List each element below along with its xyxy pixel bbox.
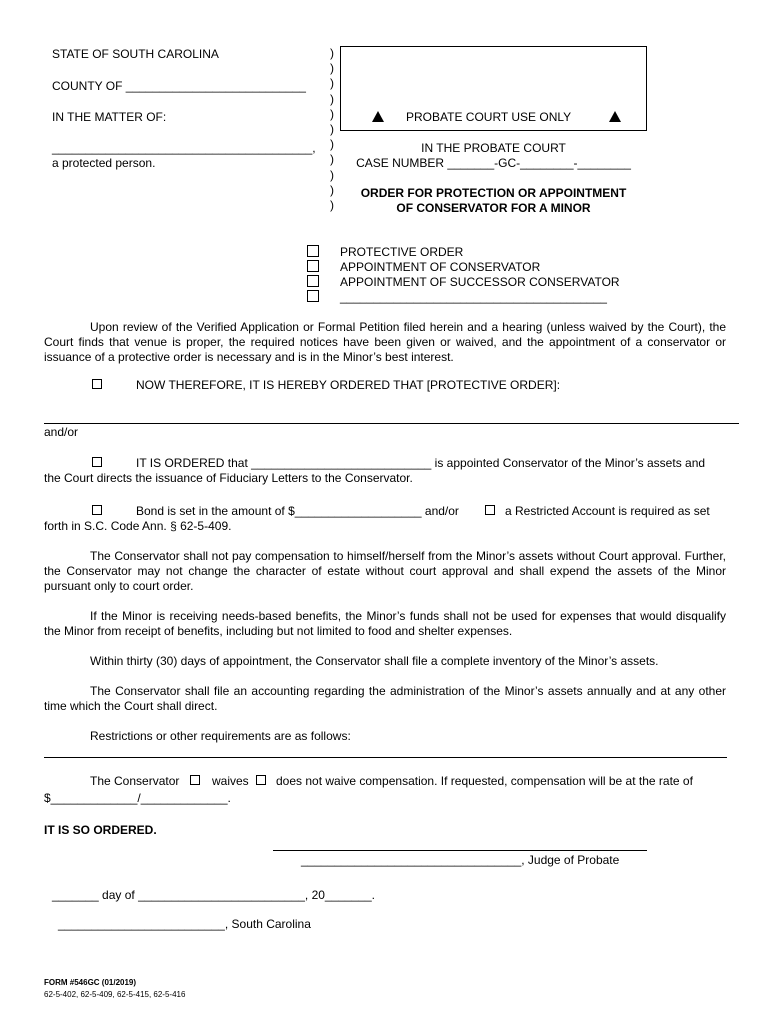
judge-signature-line[interactable] [273, 850, 647, 851]
ordered-text-line1: IT IS ORDERED that ___________________________ is appointed Conservator of the Minor’s assets and [136, 456, 706, 470]
needs-based-paragraph: If the Minor is receiving needs-based benefits, the Minor’s funds shall not be used for expenses that would disqualify the Minor from receipt of benefits, including but not limited to food and shelter expenses. [44, 609, 726, 638]
option-other-field[interactable]: ________________________________________ [340, 290, 607, 304]
restrictions-paragraph: Restrictions or other requirements are as follows: [90, 729, 351, 743]
inventory-paragraph: Within thirty (30) days of appointment, the Conservator shall file a complete inventory of the Minor’s assets. [90, 654, 659, 668]
protected-person-name-field[interactable]: _______________________________________, [52, 141, 316, 155]
now-therefore-text: NOW THEREFORE, IT IS HEREBY ORDERED THAT [PROTECTIVE ORDER]: [136, 378, 561, 392]
bond-code-text: forth in S.C. Code Ann. § 62-5-409. [44, 519, 232, 533]
case-number-field[interactable]: CASE NUMBER _______-GC-________-________ [356, 156, 631, 170]
order-place-field[interactable]: _________________________, South Carolina [58, 917, 311, 931]
waive-text-b: waives [212, 774, 249, 788]
waives-checkbox[interactable] [190, 775, 200, 785]
code-references: 62-5-402, 62-5-409, 62-5-415, 62-5-416 [44, 990, 186, 999]
waive-text-c: does not waive compensation. If requested, compensation will be at the rate of [276, 774, 693, 788]
order-title-line1: ORDER FOR PROTECTION OR APPOINTMENT [360, 186, 627, 200]
compensation-rate-field[interactable]: $_____________/_____________. [44, 791, 231, 805]
option-successor-conservator: APPOINTMENT OF SUCCESSOR CONSERVATOR [340, 275, 620, 289]
protective-order-checkbox[interactable] [307, 245, 319, 257]
bond-checkbox[interactable] [92, 505, 102, 515]
option-protective-order: PROTECTIVE ORDER [340, 245, 464, 259]
protected-person-label: a protected person. [52, 156, 156, 170]
form-number: FORM #546GC (01/2019) [44, 978, 137, 987]
ordered-text-line2: the Court directs the issuance of Fiduciary Letters to the Conservator. [44, 471, 413, 485]
protective-order-line[interactable] [44, 423, 739, 424]
probate-use-label: PROBATE COURT USE ONLY [406, 110, 572, 124]
accounting-paragraph: The Conservator shall file an accounting regarding the administration of the Minor’s assets annually and at any other time which the Court shall direct. [44, 684, 726, 713]
waive-text-a: The Conservator [90, 774, 180, 788]
protective-order-clause-checkbox[interactable] [92, 379, 102, 389]
other-option-checkbox[interactable] [307, 290, 319, 302]
option-appointment-conservator: APPOINTMENT OF CONSERVATOR [340, 260, 541, 274]
compensation-paragraph: The Conservator shall not pay compensation to himself/herself from the Minor’s assets without Court approval. Further, the Conservator may not change the character of estate without court approval and shall expend the assets of the Minor pursuant only to court order. [44, 549, 726, 593]
intro-paragraph: Upon review of the Verified Application or Formal Petition filed herein and a hearing (unless waived by the Court), the Court finds that venue is proper, the required notices have been given or waived, and the appointment of a conservator or issuance of a protective order is necessary and is in the Minor’s best interest. [44, 320, 726, 364]
bond-text: Bond is set in the amount of $___________________ and/or [136, 504, 459, 518]
county-field[interactable]: COUNTY OF ___________________________ [52, 79, 306, 93]
restricted-account-text: a Restricted Account is required as set [505, 504, 710, 518]
judge-name-field[interactable]: _________________________________, Judge of Probate [301, 853, 620, 867]
court-label: IN THE PROBATE COURT [421, 141, 566, 155]
restricted-account-checkbox[interactable] [485, 505, 495, 515]
appointment-conservator-checkbox[interactable] [307, 260, 319, 272]
triangle-right-icon [609, 111, 621, 122]
matter-label: IN THE MATTER OF: [52, 110, 167, 124]
and-or-text: and/or [44, 425, 79, 439]
successor-conservator-checkbox[interactable] [307, 275, 319, 287]
so-ordered-text: IT IS SO ORDERED. [44, 823, 157, 837]
order-title-line2: OF CONSERVATOR FOR A MINOR [396, 201, 591, 215]
state-label: STATE OF SOUTH CAROLINA [52, 47, 219, 61]
restrictions-line[interactable] [44, 757, 727, 758]
triangle-left-icon [372, 111, 384, 122]
conservator-appointed-checkbox[interactable] [92, 457, 102, 467]
order-date-field[interactable]: _______ day of _________________________, 20_______. [52, 888, 375, 902]
does-not-waive-checkbox[interactable] [256, 775, 266, 785]
caption-parentheses: ) ) ) ) ) ) ) ) ) ) ) [330, 46, 334, 213]
